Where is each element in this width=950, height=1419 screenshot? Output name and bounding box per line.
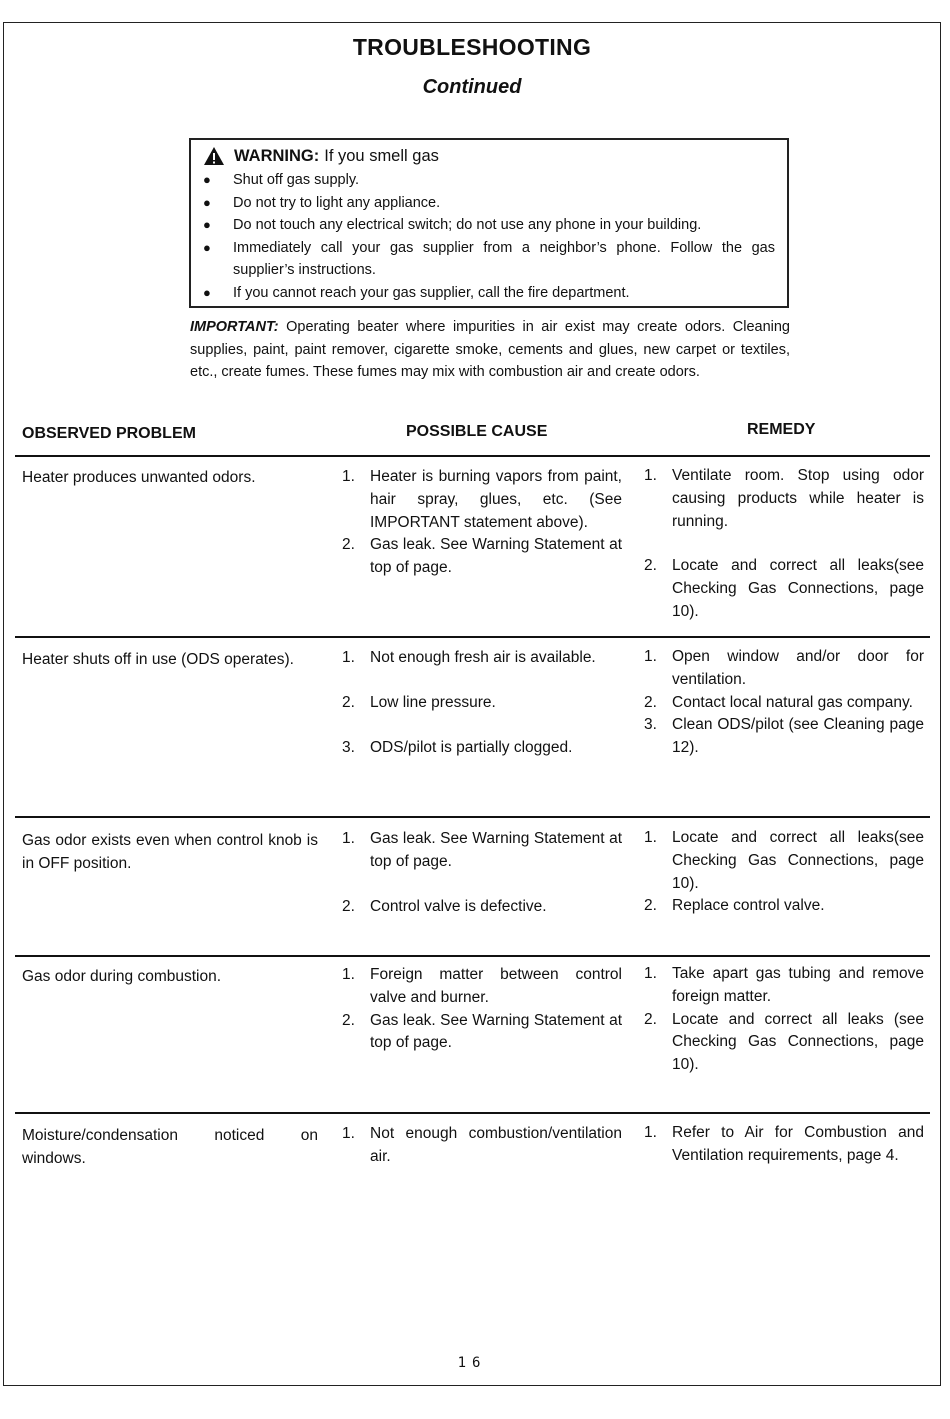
bullet-icon: ● bbox=[203, 194, 211, 210]
warning-bullet: ● Shut off gas supply. bbox=[203, 169, 775, 192]
cause-item: 2. Gas leak. See Warning Statement at top of page. bbox=[342, 536, 622, 577]
cause-item: 2. Control valve is defective. bbox=[342, 897, 547, 915]
warning-box bbox=[189, 138, 789, 308]
page-title: TROUBLESHOOTING bbox=[352, 34, 592, 60]
cause-list bbox=[342, 828, 622, 918]
bullet-icon: ● bbox=[203, 239, 211, 255]
problem-cell: Heater produces unwanted odors. bbox=[22, 469, 256, 486]
warning-text: If you smell gas bbox=[324, 146, 439, 165]
warning-label: WARNING: bbox=[234, 146, 320, 165]
cause-list bbox=[342, 964, 622, 1055]
remedy-list bbox=[644, 646, 924, 760]
important-note bbox=[190, 316, 790, 384]
remedy-item: 1. Ventilate room. Stop using odor causing products while heater is running. bbox=[644, 467, 924, 530]
row-divider bbox=[15, 955, 930, 957]
problem-cell: Heater shuts off in use (ODS operates). bbox=[22, 651, 294, 668]
warning-header bbox=[203, 146, 439, 166]
remedy-list bbox=[644, 963, 924, 1077]
cause-list bbox=[342, 647, 622, 759]
bullet-icon: ● bbox=[203, 284, 211, 300]
remedy-item: 2. Locate and correct all leaks(see Checking Gas Connections, page 10). bbox=[644, 557, 924, 620]
warning-triangle-icon bbox=[203, 146, 225, 166]
remedy-item: 1. Take apart gas tubing and remove foreign matter. bbox=[644, 965, 924, 1005]
remedy-list bbox=[644, 827, 924, 918]
header-observed-problem: OBSERVED PROBLEM bbox=[22, 425, 196, 442]
remedy-list bbox=[644, 465, 924, 624]
cause-list bbox=[342, 1123, 622, 1169]
remedy-item: 3. Clean ODS/pilot (see Cleaning page 12). bbox=[644, 716, 924, 757]
cause-item: 3. ODS/pilot is partially clogged. bbox=[342, 738, 573, 756]
remedy-item: 2. Contact local natural gas company. bbox=[644, 693, 913, 711]
header-possible-cause: POSSIBLE CAUSE bbox=[406, 423, 548, 440]
cause-item: 2. Low line pressure. bbox=[342, 693, 496, 711]
row-divider bbox=[15, 636, 930, 638]
cause-item: 1. Gas leak. See Warning Statement at top of page. bbox=[342, 830, 622, 870]
warning-bullet: ● Do not try to light any appliance. bbox=[203, 192, 775, 215]
cause-item: 2. Gas leak. See Warning Statement at top of page. bbox=[342, 1011, 622, 1052]
cause-item: 1. Heater is burning vapors from paint, hair spray, glues, etc. (See IMPORTANT statement above). bbox=[342, 468, 622, 531]
remedy-item: 2. Replace control valve. bbox=[644, 897, 825, 915]
remedy-list bbox=[644, 1122, 924, 1168]
remedy-item: 1. Open window and/or door for ventilation. bbox=[644, 648, 924, 688]
row-divider bbox=[15, 816, 930, 818]
remedy-item: 1. Locate and correct all leaks(see Checking Gas Connections, page 10). bbox=[644, 829, 924, 892]
important-label: IMPORTANT: bbox=[190, 319, 279, 335]
problem-cell: Gas odor during combustion. bbox=[22, 968, 222, 985]
problem-cell: Gas odor exists even when control knob is in OFF position. bbox=[22, 832, 318, 872]
bullet-icon: ● bbox=[203, 172, 211, 187]
remedy-item: 2. Locate and correct all leaks (see Checking Gas Connections, page 10). bbox=[644, 1010, 924, 1074]
page-subtitle: Continued bbox=[422, 76, 522, 98]
problem-cell: Moisture/condensation noticed on windows. bbox=[22, 1127, 318, 1167]
warning-bullet: ● Immediately call your gas supplier from a neighbor’s phone. Follow the gas supplier’s instructions. bbox=[203, 237, 775, 282]
warning-bullet: ● If you cannot reach your gas supplier, call the fire department. bbox=[203, 282, 775, 305]
bullet-icon: ● bbox=[203, 217, 211, 233]
row-divider bbox=[15, 455, 930, 457]
cause-item: 1. Not enough fresh air is available. bbox=[342, 649, 596, 666]
header-remedy: REMEDY bbox=[747, 421, 816, 438]
remedy-item: 1. Refer to Air for Combustion and Ventilation requirements, page 4. bbox=[644, 1124, 924, 1164]
important-text: Operating beater where impurities in air exist may create odors. Cleaning supplies, paint, paint remover, cigarette smoke, cements and glues, new carpet or textiles, etc., create fumes. These fumes may mix with combustion air and create odors. bbox=[190, 319, 790, 381]
warning-bullet: ● Do not touch any electrical switch; do not use any phone in your building. bbox=[203, 214, 775, 237]
page-number: 16 bbox=[457, 1355, 487, 1371]
row-divider bbox=[15, 1112, 930, 1114]
cause-item: 1. Not enough combustion/ventilation air. bbox=[342, 1125, 622, 1165]
cause-item: 1. Foreign matter between control valve and burner. bbox=[342, 966, 622, 1006]
cause-list bbox=[342, 466, 622, 580]
warning-bullet-list bbox=[203, 169, 775, 305]
